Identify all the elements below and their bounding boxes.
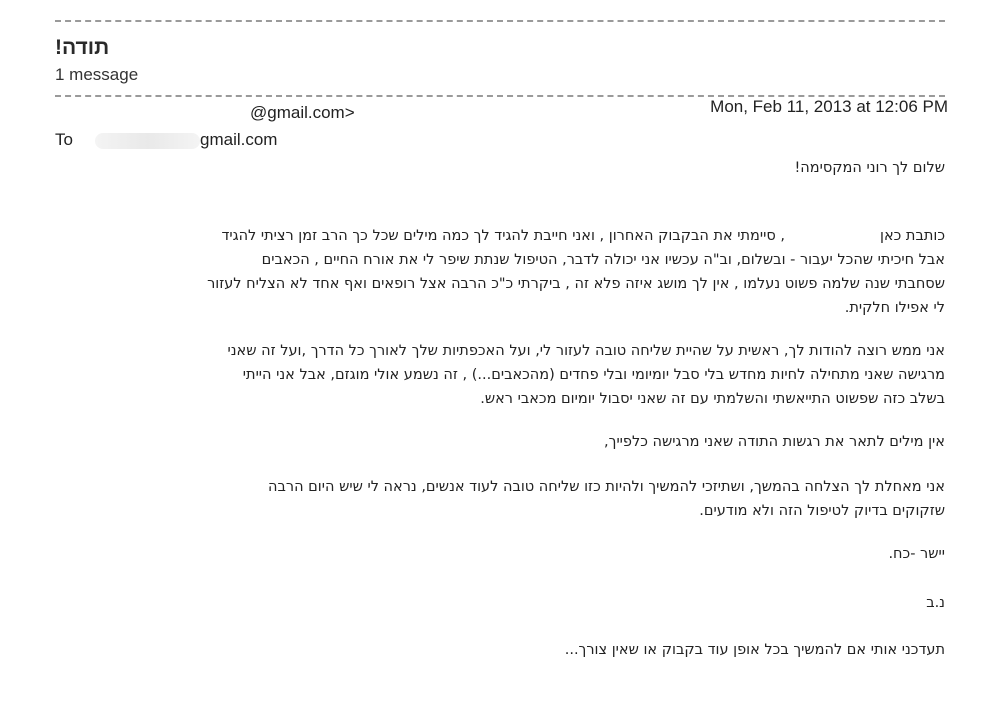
recipient-address: gmail.com: [200, 130, 278, 149]
redacted-name: [785, 230, 880, 240]
paragraph-1-line-1: כותבת כאן, סיימתי את הבקבוק האחרון , ואני חייבת להגיד לך כמה מילים שכל כך הרב זמן רציתי להגיד: [221, 228, 945, 244]
ps-label: נ.ב: [926, 595, 945, 611]
paragraph-2-line-1: אני ממש רוצה להודות לך, ראשית על שהיית שליחה טובה לעזור לי, ועל האכפתיות שלך לאורך כל הדרך ,ועל זה שאני: [227, 343, 945, 359]
paragraph-4-line-2: שזקוקים בדיוק לטיפול הזה ולא מודעים.: [699, 503, 945, 519]
paragraph-1-line-3: שסחבתי שנה שלמה פשוט נעלמו , אין לך מושג איזה פלא זה , ביקרתי כ"כ הרבה אצל רופאים ואף אחד לא הצליח לעזור: [207, 276, 945, 292]
to-label: To: [55, 130, 73, 149]
paragraph-2-line-2: מרגישה שאני מתחילה לחיות מחדש בלי סבל יומיומי ובלי פחדים (מהכאבים...) , זה נשמע אולי מוגזם, אבל אני הייתי: [242, 367, 945, 383]
email-subject: תודה!: [55, 36, 110, 59]
top-divider: [55, 20, 945, 22]
paragraph-2-line-3: בשלב כזה שפשוט התייאשתי והשלמתי עם זה שאני יסבול יומיום מכאבי ראש.: [480, 391, 945, 407]
redacted-recipient: [95, 133, 200, 149]
greeting: שלום לך רוני המקסימה!: [794, 160, 945, 176]
ps-text: תעדכני אותי אם להמשיך בכל אופן עוד בקבוק או שאין צורך...: [564, 642, 945, 658]
message-count: 1 message: [55, 65, 139, 84]
paragraph-1-line-2: אבל חיכיתי שהכל יעבור - ובשלום, וב"ה עכשיו אני יכולה לדבר, הטיפול שנתת שיפר לי את אורח החיים , הכאבים: [261, 252, 945, 268]
email-date: Mon, Feb 11, 2013 at 12:06 PM: [710, 97, 948, 116]
paragraph-4-line-1: אני מאחלת לך הצלחה בהמשך, ושתיזכי להמשיך ולהיות כזו שליחה טובה לעוד אנשים, נראה לי שיש היום הרבה: [268, 479, 945, 495]
paragraph-1-line-4: לי אפילו חלקית.: [844, 300, 945, 316]
sender-address: @gmail.com>: [250, 103, 355, 122]
recipient-row: [55, 130, 277, 150]
paragraph-3: אין מילים לתאר את רגשות התודה שאני מרגישה כלפייך,: [604, 434, 945, 450]
signoff: יישר -כח.: [888, 546, 945, 562]
